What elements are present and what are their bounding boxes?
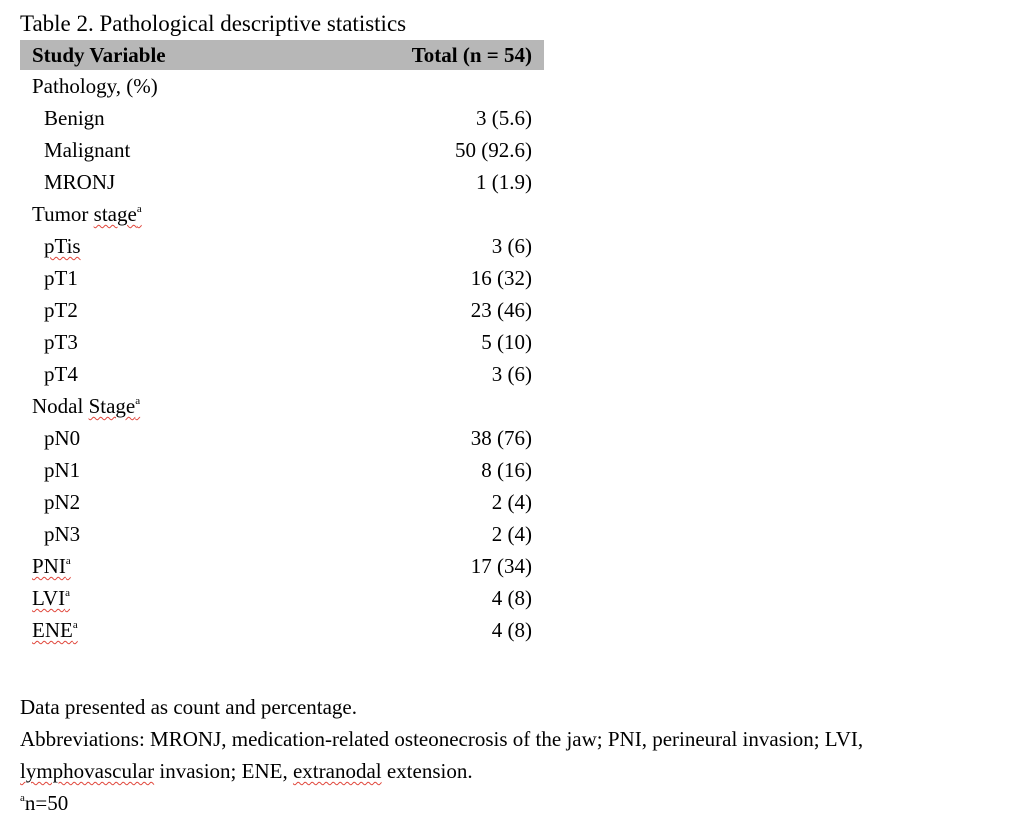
table-row-lvi [20, 582, 544, 614]
footnote-marker: a [136, 203, 142, 215]
table-row [20, 358, 544, 390]
table-row-ene [20, 614, 544, 646]
row-value: 23 (46) [470, 298, 532, 322]
row-value: 5 (10) [481, 330, 532, 354]
row-value-lvi: 4 (8) [491, 586, 532, 610]
spellcheck-word: extranodal [292, 759, 382, 783]
row-value: 3 (6) [491, 234, 532, 258]
row-value: 38 (76) [470, 426, 532, 450]
spellcheck-word: lymphovascular [20, 759, 155, 783]
footnote-marker: a [65, 587, 70, 599]
table-notes [20, 691, 1010, 819]
section-label-tumor-stage: Tumor stage$^a$ [32, 202, 142, 226]
row-label: pT1 [44, 266, 78, 290]
table-row [20, 518, 544, 550]
footnote: $^a$n=50 [20, 791, 69, 815]
data-presentation-note: Data presented as count and percentage. [20, 695, 358, 719]
row-value: 2 (4) [491, 522, 532, 546]
row-label: pT2 [44, 298, 78, 322]
footnote-marker: a [20, 792, 25, 804]
row-label-pni [20, 550, 320, 582]
row-label: pN2 [44, 490, 81, 514]
row-value-ene: 4 (8) [491, 618, 532, 642]
pathology-statistics-table [20, 40, 544, 646]
spellcheck-word: PNI$^a$ [32, 554, 71, 578]
table-row [20, 262, 544, 294]
spellcheck-word: Stage$^a$ [88, 394, 141, 418]
table-row [20, 454, 544, 486]
row-value-pni: 17 (34) [470, 554, 532, 578]
table-row [20, 102, 544, 134]
section-label-pathology: Pathology, (%) [32, 74, 158, 98]
table-row [20, 166, 544, 198]
row-label: Malignant [44, 138, 131, 162]
abbreviations-line-1: Abbreviations: MRONJ, medication-related osteonecrosis of the jaw; PNI, perineural invasion; LVI, [20, 727, 864, 751]
table-caption: Table 2. Pathological descriptive statistics [20, 11, 407, 36]
header-study-variable: Study Variable [20, 40, 320, 70]
header-total: Total (n = 54) [320, 40, 544, 70]
section-label-nodal-stage: Nodal Stage$^a$ [32, 394, 141, 418]
section-row-nodal-stage [20, 390, 544, 422]
row-label: pT4 [44, 362, 78, 386]
spellcheck-word: pTis [44, 234, 81, 258]
row-label [20, 230, 320, 262]
row-value: 3 (6) [491, 362, 532, 386]
row-label-lvi [20, 582, 320, 614]
row-value: 3 (5.6) [476, 106, 532, 130]
row-value: 1 (1.9) [476, 170, 532, 194]
spellcheck-word: ENE$^a$ [32, 618, 78, 642]
document-page [20, 8, 1010, 819]
row-label: pN0 [44, 426, 81, 450]
row-label: pN3 [44, 522, 81, 546]
abbreviations-line-2: lymphovascular invasion; ENE, extranodal extension. [20, 759, 473, 783]
section-row-tumor-stage [20, 198, 544, 230]
row-label: MRONJ [44, 170, 116, 194]
footnote-marker: a [65, 555, 71, 567]
table-row [20, 422, 544, 454]
spellcheck-word: stage$^a$ [93, 202, 142, 226]
row-label: Benign [44, 106, 105, 130]
table-row [20, 326, 544, 358]
table-header-row [20, 40, 544, 70]
row-value: 8 (16) [481, 458, 532, 482]
row-label: pN1 [44, 458, 81, 482]
table-row-pni [20, 550, 544, 582]
footnote-marker: a [135, 395, 141, 407]
section-row-pathology [20, 70, 544, 102]
spellcheck-word: LVI$^a$ [32, 586, 70, 610]
row-value: 50 (92.6) [455, 138, 532, 162]
table-row [20, 230, 544, 262]
row-label: pT3 [44, 330, 78, 354]
row-label-ene [20, 614, 320, 646]
table-row [20, 294, 544, 326]
table-row [20, 486, 544, 518]
footnote-marker: a [72, 619, 78, 631]
row-value: 16 (32) [470, 266, 532, 290]
table-row [20, 134, 544, 166]
row-value: 2 (4) [491, 490, 532, 514]
